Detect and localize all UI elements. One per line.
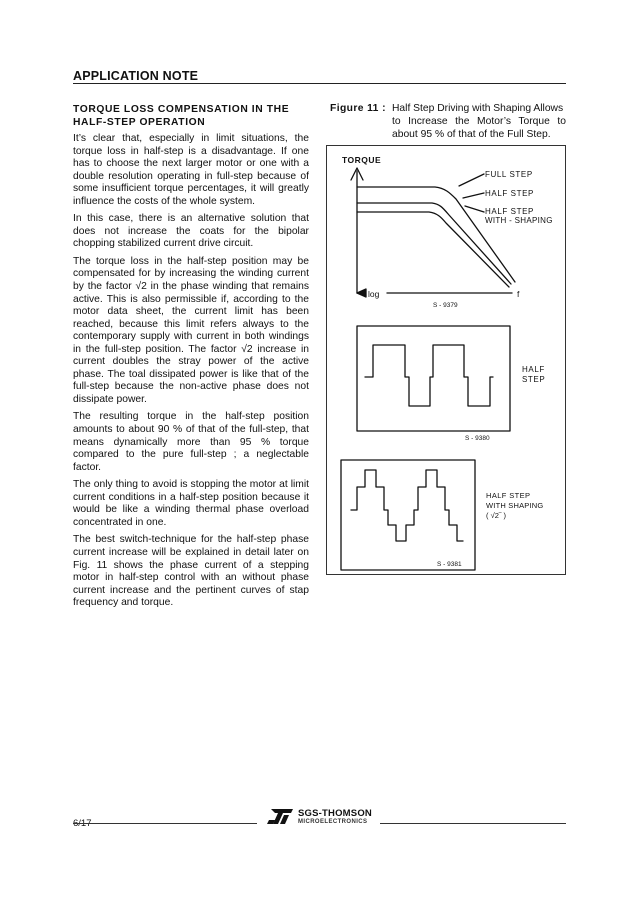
figure-caption-line3: about 95 % of that of the Full Step. (392, 129, 551, 140)
footer-rule-left (73, 823, 257, 824)
label-half-step: HALF STEP (485, 189, 534, 198)
figure-caption-line1: Half Step Driving with Shaping Allows (392, 103, 564, 114)
code-9380: S - 9380 (465, 435, 490, 442)
leader-shaping (465, 206, 484, 212)
torque-x-end-label: f (517, 289, 520, 299)
half-step-panel-frame (357, 326, 510, 431)
leader-full-step (459, 174, 484, 186)
brand-name: SGS-THOMSON (298, 808, 372, 819)
brand-subtitle: MICROELECTRONICS (298, 819, 368, 825)
paragraph-4: The resulting torque in the half-step position amounts to about 90 % of that of the full-step, that means dynamically more than 95 % torque compared to the pure full-step ; a neglectable factor. (73, 411, 309, 473)
label-half-step-2: HALF STEP (485, 207, 534, 216)
page-header-title: APPLICATION NOTE (73, 69, 199, 83)
page-number: 6/17 (73, 818, 92, 829)
half-step-label-1: HALF (522, 365, 545, 374)
label-full-step: FULL STEP (485, 170, 533, 179)
torque-x-label: log (368, 289, 380, 299)
label-with-shaping: WITH - SHAPING (485, 216, 553, 225)
log-arrow (357, 289, 366, 297)
half-step-waveform (365, 345, 493, 406)
shaping-label-3: ( √2‾ ) (486, 511, 506, 520)
figure-label: Figure 11 : (330, 103, 386, 114)
half-step-label-2: STEP (522, 375, 546, 384)
paragraph-1: It’s clear that, especially in limit situations, the torque loss in half-step is a disadvantage. If one has to choose the next larger motor or one with a double resolution operating in full-step because of some insufficient torque percentages, it will greatly influence the costs of the whole system. (73, 133, 309, 207)
paragraph-5: The only thing to avoid is stopping the motor at limit current conditions in a half-step position because it would be like a winding thermal phase overload concentrated in one. (73, 479, 309, 528)
shaping-panel-frame (341, 460, 475, 570)
st-logo-icon (266, 808, 294, 825)
leader-half-step (463, 193, 484, 198)
section-title-line1: TORQUE LOSS COMPENSATION IN THE (73, 104, 290, 115)
code-9379: S - 9379 (433, 302, 458, 309)
full-step-curve (357, 187, 515, 282)
shaping-label-2: WITH SHAPING (486, 501, 544, 510)
shaping-label-1: HALF STEP (486, 491, 531, 500)
paragraph-2: In this case, there is an alternative solution that does not increase the coats for the bipolar chopping stabilized current drive circuit. (73, 213, 309, 250)
paragraph-6: The best switch-technique for the half-step phase current increase will be explained in detail later on Fig. 11 shows the phase current of a stepping motor in half-step control with an without phase current increase and the pertinent curves of stap frequency and torque. (73, 534, 309, 609)
shaping-waveform (351, 470, 463, 541)
footer-rule-right (380, 823, 566, 824)
torque-y-label: TORQUE (342, 155, 382, 165)
figure-caption-line2: to Increase the Motor’s Torque to (392, 116, 566, 127)
code-9381: S - 9381 (437, 561, 462, 568)
section-title-line2: HALF-STEP OPERATION (73, 117, 206, 128)
paragraph-3: The torque loss in the half-step position may be compensated for by increasing the winding current by the factor √2 in the phase winding that remains active. This is also permissible if, according to the motor data sheet, the current limit has been reached, because this limit refers always to the contemporary supply with current in both windings in the full-step position. The factor √2 increase in current doubles the stray power of the active phase. The toal dissipated power is like that of the full-step because the non-active phase does not dissipate power. (73, 255, 309, 405)
